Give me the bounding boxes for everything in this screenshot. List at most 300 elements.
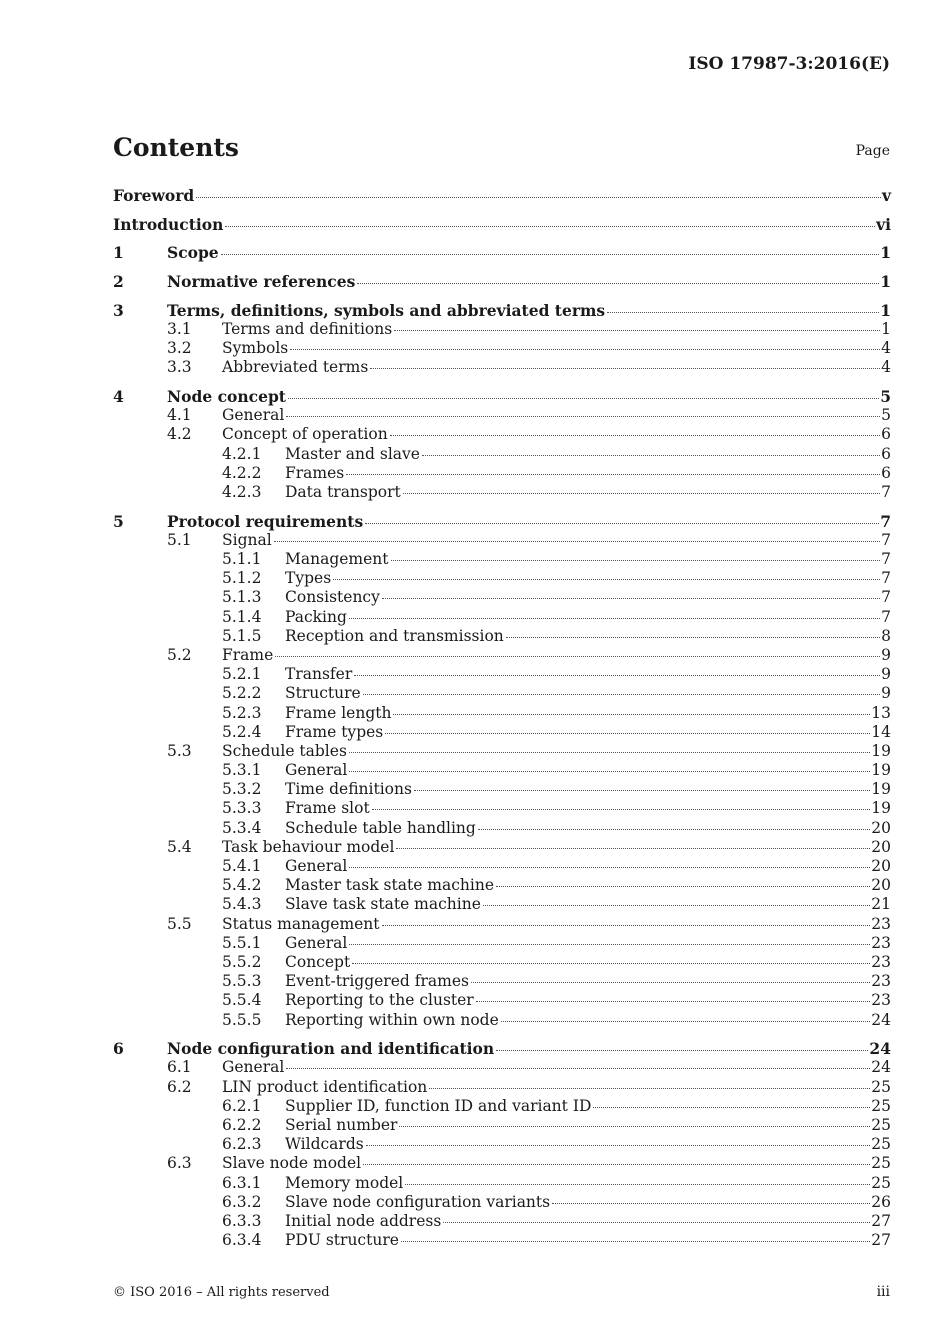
toc-entry-number: 5.2.1: [222, 665, 262, 684]
toc-entry-page: 23: [871, 914, 891, 933]
dot-leader: [349, 944, 870, 945]
toc-entry[interactable]: [113, 512, 891, 531]
dot-leader: [385, 733, 870, 734]
toc-entry-page: 9: [881, 684, 891, 703]
toc-entry-page: 5: [881, 406, 891, 425]
toc-entry[interactable]: [113, 186, 891, 205]
toc-entry[interactable]: [113, 608, 891, 627]
toc-entry-page: 7: [881, 588, 891, 607]
toc-entry-page: 23: [871, 991, 891, 1010]
dot-leader: [396, 848, 870, 849]
toc-entry-page: 25: [871, 1115, 891, 1134]
dot-leader: [401, 1241, 870, 1242]
toc-entry-number: 5.1.5: [222, 626, 262, 645]
toc-entry-page: 21: [871, 895, 891, 914]
toc-entry-number: 4: [113, 387, 124, 406]
toc-entry-number: 4.2.3: [222, 482, 262, 501]
toc-entry-number: 5.5: [167, 914, 192, 933]
toc-entry-line: [285, 483, 891, 502]
toc-entry-title: Node concept: [167, 387, 286, 406]
toc-entry-number: 6.3.3: [222, 1211, 262, 1230]
toc-entry-number: 6.3.1: [222, 1173, 262, 1192]
contents-heading: Contents: [113, 133, 240, 162]
toc-entry-title: Memory model: [285, 1173, 404, 1192]
toc-entry-number: 4.1: [167, 406, 192, 425]
toc-entry-page: 6: [881, 463, 891, 482]
toc-entry-number: 5.1: [167, 530, 192, 549]
toc-entry-number: 5.1.3: [222, 588, 262, 607]
toc-entry[interactable]: [113, 1231, 891, 1250]
toc-entry[interactable]: [113, 243, 891, 262]
toc-entry[interactable]: [113, 857, 891, 876]
toc-entry-number: 6.2.1: [222, 1096, 262, 1115]
toc-entry-line: [222, 1154, 891, 1173]
toc-entry-page: 25: [871, 1135, 891, 1154]
dot-leader: [393, 714, 870, 715]
toc-entry[interactable]: [113, 972, 891, 991]
toc-entry-title: Structure: [285, 684, 361, 703]
toc-entry[interactable]: [113, 272, 891, 291]
toc-entry-number: 4.2: [167, 425, 192, 444]
toc-entry-number: 3.2: [167, 339, 192, 358]
dot-leader: [403, 493, 880, 494]
toc-entry-page: 7: [881, 550, 891, 568]
toc-entry-title: Foreword: [113, 186, 195, 205]
toc-entry-number: 6.1: [167, 1058, 192, 1077]
toc-entry[interactable]: [113, 646, 891, 665]
toc-entry-title: Slave task state machine: [285, 895, 481, 914]
dot-leader: [593, 1107, 870, 1108]
toc-entry-number: 5.5.1: [222, 933, 262, 952]
toc-entry-line: [285, 991, 891, 1010]
toc-entry-line: [285, 1231, 891, 1250]
toc-entry-title: Status management: [222, 914, 380, 933]
toc-entry-title: Wildcards: [285, 1135, 364, 1154]
toc-entry-page: 7: [880, 511, 891, 531]
toc-entry[interactable]: [113, 320, 891, 339]
toc-entry-title: General: [285, 857, 348, 875]
toc-entry-number: 3.3: [167, 358, 192, 377]
toc-entry-title: Scope: [167, 243, 219, 263]
toc-entry-page: 23: [871, 972, 891, 991]
toc-entry-number: 5.1.1: [222, 550, 262, 568]
toc-entry-title: General: [222, 406, 285, 425]
toc-entry-page: 9: [881, 665, 891, 684]
toc-entry-title: Master and slave: [285, 444, 420, 463]
toc-entry-title: Management: [285, 550, 389, 568]
toc-entry-number: 5.5.2: [222, 952, 262, 971]
dot-leader: [357, 283, 879, 284]
dot-leader: [552, 1203, 870, 1204]
toc-entry[interactable]: [113, 1058, 891, 1077]
toc-entry-line: [285, 627, 891, 646]
toc-entry-line: [167, 301, 891, 320]
toc-entry-title: Normative references: [167, 272, 356, 292]
toc-entry-title: LIN product identification: [222, 1077, 428, 1096]
toc-entry-number: 6: [113, 1039, 124, 1059]
toc-entry[interactable]: [113, 588, 891, 607]
toc-entry-page: 14: [871, 722, 891, 741]
toc-entry[interactable]: [113, 838, 891, 857]
dot-leader: [366, 1145, 871, 1146]
toc-entry-line: [285, 953, 891, 972]
toc-entry-title: Concept: [285, 952, 351, 971]
dot-leader: [399, 1126, 870, 1127]
toc-entry-title: Packing: [285, 607, 347, 626]
toc-entry-line: [113, 186, 891, 205]
toc-entry-number: 5.4.2: [222, 876, 262, 895]
dot-leader: [274, 541, 880, 542]
toc-entry-number: 5.1.4: [222, 607, 262, 626]
toc-entry-line: [285, 464, 891, 483]
toc-entry[interactable]: [113, 723, 891, 742]
dot-leader: [405, 1184, 870, 1185]
toc-entry-page: 23: [871, 933, 891, 952]
toc-entry-number: 5: [113, 511, 124, 531]
toc-entry-title: Task behaviour model: [222, 837, 395, 856]
dot-leader: [382, 925, 871, 926]
toc-entry-line: [285, 704, 891, 723]
toc-entry-line: [285, 972, 891, 991]
toc-entry-title: Slave node model: [222, 1154, 362, 1173]
toc-entry[interactable]: [113, 1116, 891, 1135]
dot-leader: [483, 905, 870, 906]
toc-entry-title: Time definitions: [285, 780, 412, 799]
toc-entry-line: [167, 272, 891, 291]
toc-entry-page: 24: [871, 1058, 891, 1077]
toc-entry-page: 19: [871, 761, 891, 780]
toc-entry-line: [285, 1116, 891, 1135]
toc-entry-page: 25: [871, 1077, 891, 1096]
toc-entry-page: 24: [871, 1010, 891, 1029]
toc-entry-title: Event-triggered frames: [285, 972, 469, 991]
toc-entry-line: [222, 742, 891, 761]
toc-entry[interactable]: [113, 387, 891, 406]
toc-entry-title: Abbreviated terms: [222, 358, 369, 377]
toc-entry-line: [222, 531, 891, 550]
toc-entry-number: 5.5.3: [222, 972, 262, 991]
toc-entry[interactable]: [113, 915, 891, 934]
toc-entry[interactable]: [113, 627, 891, 646]
toc-entry-line: [285, 1193, 891, 1212]
toc-entry-title: Schedule table handling: [285, 818, 476, 837]
dot-leader: [506, 637, 880, 638]
toc-entry-title: General: [285, 933, 348, 952]
dot-leader: [478, 829, 870, 830]
toc-entry-number: 5.3: [167, 741, 192, 760]
toc-entry-number: 6.2: [167, 1077, 192, 1096]
toc-entry-title: Master task state machine: [285, 876, 495, 895]
toc-entry-line: [222, 915, 891, 934]
toc-entry-number: 5.3.1: [222, 761, 262, 780]
toc-entry-number: 3.1: [167, 319, 192, 338]
toc-entry[interactable]: [113, 531, 891, 550]
toc-entry[interactable]: [113, 464, 891, 483]
dot-leader: [443, 1222, 870, 1223]
toc-entry-number: 3: [113, 300, 124, 320]
toc-entry-page: 25: [871, 1173, 891, 1192]
dot-leader: [346, 474, 880, 475]
footer-copyright: © ISO 2016 – All rights reserved: [113, 1285, 330, 1300]
toc-entry-line: [285, 1097, 891, 1116]
dot-leader: [372, 809, 871, 810]
toc-entry-number: 5.3.4: [222, 818, 262, 837]
toc-entry-number: 6.3.4: [222, 1231, 262, 1250]
toc-entry[interactable]: [113, 301, 891, 320]
dot-leader: [370, 368, 880, 369]
toc-entry-line: [167, 512, 891, 531]
toc-entry-title: Supplier ID, function ID and variant ID: [285, 1096, 592, 1115]
toc-entry-page: 20: [871, 818, 891, 837]
dot-leader: [382, 598, 880, 599]
toc-entry-page: v: [881, 186, 891, 205]
toc-entry-number: 5.1.2: [222, 569, 262, 588]
dot-leader: [471, 982, 870, 983]
dot-leader: [363, 1164, 870, 1165]
toc-entry-line: [285, 588, 891, 607]
toc-entry-title: Frame types: [285, 722, 384, 741]
toc-entry[interactable]: [113, 339, 891, 358]
toc-entry-number: 6.2.2: [222, 1115, 262, 1134]
toc-entry-title: PDU structure: [285, 1231, 399, 1250]
toc-entry[interactable]: [113, 1011, 891, 1030]
toc-entry-title: Symbols: [222, 339, 289, 358]
toc-entry-line: [222, 339, 891, 358]
dot-leader: [476, 1001, 871, 1002]
toc-entry-line: [285, 1135, 891, 1154]
toc-entry-page: 20: [871, 837, 891, 856]
toc-entry-line: [167, 1039, 891, 1058]
toc-entry-page: 9: [881, 645, 891, 664]
toc-entry-page: 19: [871, 741, 891, 760]
toc-entry-line: [285, 895, 891, 914]
toc-entry-page: 25: [871, 1154, 891, 1173]
dot-leader: [607, 312, 879, 313]
dot-leader: [349, 618, 880, 619]
toc-entry-line: [285, 799, 891, 818]
toc-entry-page: 4: [881, 339, 891, 358]
dot-leader: [501, 1021, 871, 1022]
toc-entry-line: [222, 425, 891, 444]
toc-entry[interactable]: [113, 799, 891, 818]
toc-entry[interactable]: [113, 684, 891, 703]
dot-leader: [333, 579, 880, 580]
toc-entry[interactable]: [113, 953, 891, 972]
toc-entry-title: Frames: [285, 463, 345, 482]
dot-leader: [286, 1068, 870, 1069]
toc-entry-number: 5.3.3: [222, 799, 262, 818]
dot-leader: [414, 790, 870, 791]
toc-entry-title: Frame length: [285, 703, 392, 722]
dot-leader: [352, 963, 870, 964]
toc-entry[interactable]: [113, 819, 891, 838]
dot-leader: [290, 349, 880, 350]
toc-entry-number: 5.2: [167, 645, 192, 664]
toc-entry-title: Protocol requirements: [167, 511, 364, 531]
dot-leader: [286, 416, 880, 417]
toc-entry[interactable]: [113, 1193, 891, 1212]
toc-entry-title: Transfer: [285, 665, 353, 684]
toc-entry-title: Introduction: [113, 214, 224, 234]
toc-entry-number: 5.4.3: [222, 895, 262, 914]
toc-entry-title: Frame slot: [285, 799, 370, 818]
toc-entry-line: [285, 723, 891, 742]
dot-leader: [390, 435, 880, 436]
toc-entry-title: Reporting within own node: [285, 1010, 499, 1029]
dot-leader: [349, 771, 870, 772]
toc-entry-page: 23: [871, 952, 891, 971]
toc-entry-title: Terms and definitions: [222, 319, 393, 338]
toc-entry-page: 1: [880, 243, 891, 263]
toc-entry-number: 4.2.2: [222, 463, 262, 482]
dot-leader: [349, 752, 870, 753]
toc-entry-number: 6.2.3: [222, 1135, 262, 1154]
toc-entry[interactable]: [113, 1097, 891, 1116]
toc-entry-number: 5.2.3: [222, 703, 262, 722]
toc-entry-number: 5.5.5: [222, 1010, 262, 1029]
toc-entry-line: [285, 1212, 891, 1231]
toc-entry-title: Data transport: [285, 482, 401, 501]
dot-leader: [288, 398, 879, 399]
toc-entry[interactable]: [113, 550, 891, 569]
dot-leader: [275, 656, 880, 657]
toc-entry-page: 4: [881, 358, 891, 377]
toc-entry-number: 5.4.1: [222, 857, 262, 875]
toc-entry[interactable]: [113, 704, 891, 723]
toc-entry-line: [285, 445, 891, 464]
toc-entry-title: General: [285, 761, 348, 780]
toc-entry[interactable]: [113, 1078, 891, 1097]
toc-entry-line: [285, 761, 891, 780]
toc-entry[interactable]: [113, 215, 891, 234]
dot-leader: [496, 1050, 868, 1051]
table-of-contents: [113, 186, 891, 1250]
toc-entry[interactable]: [113, 483, 891, 502]
toc-entry-line: [222, 1078, 891, 1097]
toc-entry-line: [285, 665, 891, 684]
toc-entry-number: 5.3.2: [222, 780, 262, 799]
toc-entry-page: 7: [881, 482, 891, 501]
toc-entry-line: [285, 819, 891, 838]
toc-entry[interactable]: [113, 425, 891, 444]
toc-entry-line: [285, 1011, 891, 1030]
toc-entry-line: [285, 857, 891, 876]
toc-entry[interactable]: [113, 665, 891, 684]
dot-leader: [196, 197, 881, 198]
toc-entry-page: 20: [871, 857, 891, 875]
toc-entry-page: 7: [881, 569, 891, 588]
toc-entry-title: Initial node address: [285, 1211, 442, 1230]
toc-entry-line: [285, 780, 891, 799]
toc-entry-number: 6.3.2: [222, 1192, 262, 1211]
toc-entry-title: Reporting to the cluster: [285, 991, 474, 1010]
toc-entry-line: [222, 646, 891, 665]
dot-leader: [429, 1088, 870, 1089]
toc-entry[interactable]: [113, 1039, 891, 1058]
toc-entry-page: 19: [871, 799, 891, 818]
toc-entry-page: 6: [881, 425, 891, 444]
toc-entry-line: [167, 243, 891, 262]
toc-entry-page: 1: [880, 272, 891, 292]
toc-entry-page: 25: [871, 1096, 891, 1115]
footer-page-number: iii: [876, 1284, 890, 1300]
toc-entry-page: 27: [871, 1231, 891, 1250]
toc-entry[interactable]: [113, 569, 891, 588]
toc-entry-page: 26: [871, 1192, 891, 1211]
toc-entry-title: Concept of operation: [222, 425, 388, 444]
toc-entry-title: Types: [285, 569, 332, 588]
dot-leader: [394, 330, 880, 331]
dot-leader: [354, 675, 880, 676]
toc-entry-page: 27: [871, 1211, 891, 1230]
dot-leader: [496, 886, 870, 887]
toc-entry-title: Reception and transmission: [285, 626, 504, 645]
toc-entry[interactable]: [113, 780, 891, 799]
toc-entry-page: 19: [871, 780, 891, 799]
toc-entry-title: Schedule tables: [222, 741, 347, 760]
toc-entry[interactable]: [113, 895, 891, 914]
toc-entry-number: 5.4: [167, 837, 192, 856]
toc-entry-title: Serial number: [285, 1115, 398, 1134]
toc-entry-line: [285, 608, 891, 627]
toc-entry[interactable]: [113, 1135, 891, 1154]
toc-entry[interactable]: [113, 991, 891, 1010]
toc-entry[interactable]: [113, 934, 891, 953]
toc-entry[interactable]: [113, 1174, 891, 1193]
page-column-label: Page: [855, 143, 890, 159]
toc-entry[interactable]: [113, 742, 891, 761]
toc-entry-number: 2: [113, 272, 124, 292]
toc-entry-page: 24: [869, 1039, 891, 1059]
toc-entry-line: [113, 215, 891, 234]
toc-entry-title: Signal: [222, 530, 272, 549]
toc-entry-page: vi: [876, 214, 891, 234]
document-id: ISO 17987-3:2016(E): [688, 54, 890, 74]
dot-leader: [349, 867, 870, 868]
toc-entry-line: [222, 838, 891, 857]
toc-entry-page: 1: [881, 319, 891, 338]
toc-entry-title: General: [222, 1058, 285, 1077]
toc-entry-number: 5.5.4: [222, 991, 262, 1010]
toc-entry[interactable]: [113, 406, 891, 425]
toc-entry-line: [285, 569, 891, 588]
dot-leader: [363, 694, 880, 695]
toc-entry-page: 5: [880, 387, 891, 406]
dot-leader: [221, 254, 880, 255]
toc-entry[interactable]: [113, 1154, 891, 1173]
toc-entry-title: Frame: [222, 645, 274, 664]
dot-leader: [225, 226, 875, 227]
toc-entry[interactable]: [113, 358, 891, 377]
toc-entry-number: 5.2.4: [222, 722, 262, 741]
toc-entry-number: 1: [113, 243, 124, 263]
toc-entry-number: 4.2.1: [222, 444, 262, 463]
toc-entry-title: Consistency: [285, 588, 380, 607]
toc-entry-line: [222, 1058, 891, 1077]
toc-entry-line: [285, 550, 891, 569]
toc-entry-page: 8: [881, 626, 891, 645]
toc-entry-title: Node configuration and identification: [167, 1039, 495, 1059]
toc-entry[interactable]: [113, 761, 891, 780]
toc-entry-page: 7: [881, 530, 891, 549]
toc-entry[interactable]: [113, 876, 891, 895]
toc-entry-line: [285, 1174, 891, 1193]
toc-entry-title: Terms, definitions, symbols and abbreviated terms: [167, 300, 606, 320]
toc-entry[interactable]: [113, 1212, 891, 1231]
toc-entry-page: 7: [881, 607, 891, 626]
toc-entry[interactable]: [113, 445, 891, 464]
toc-entry-line: [222, 358, 891, 377]
